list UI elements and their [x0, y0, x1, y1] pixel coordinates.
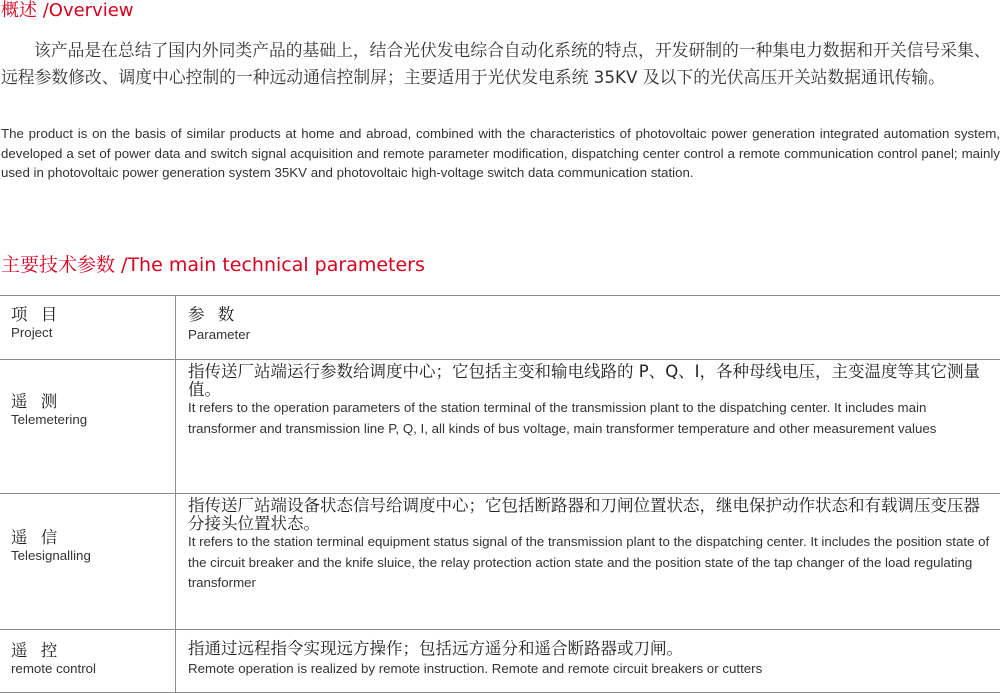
row-description-cell [176, 494, 1000, 630]
table-row-telesignalling [0, 494, 1000, 630]
row-label-cell [0, 630, 176, 693]
table-row-remote-control [0, 630, 1000, 693]
row-description-cell [176, 360, 1000, 494]
overview-chinese-text: 该产品是在总结了国内外同类产品的基础上，结合光伏发电综合自动化系统的特点，开发研制的一种集电力数据和开关信号采集、远程参数修改、调度中心控制的一种远动通信控制屏；主要适用于光伏发电系统 35KV 及以下的光伏高压开关站数据通讯传输。 [1, 37, 1000, 91]
header-project-cell [0, 296, 176, 360]
row-description-cn: 指通过远程指令实现远方操作；包括远方遥分和遥合断路器或刀闸。 [188, 640, 996, 658]
header-parameter-en: Parameter [188, 324, 996, 345]
header-parameter-cell [176, 296, 1000, 360]
row-label-en: remote control [11, 659, 175, 678]
table-row-telemetering [0, 360, 1000, 494]
row-description-en: It refers to the operation parameters of the station terminal of the transmission plant to the dispatching center. It includes main transformer and transmission line P, Q, I, all kinds of bus voltage, main transformer temperature and other measurement values [188, 398, 996, 439]
row-label-cn: 遥 控 [11, 642, 175, 659]
row-description-en: Remote operation is realized by remote instruction. Remote and remote circuit breakers or cutters [188, 658, 996, 679]
header-project-cn: 项 目 [11, 306, 175, 323]
header-parameter-cn: 参 数 [188, 306, 996, 324]
overview-english-text: The product is on the basis of similar products at home and abroad, combined with the characteristics of photovoltaic power generation integrated automation system, developed a set of power data and switch signal acquisition and remote parameter modification, dispatching center control a remote communication control panel; mainly used in photovoltaic power generation system 35KV and photovoltaic high-voltage switch data communication station. [1, 124, 1000, 183]
row-description-cn: 指传送厂站端运行参数给调度中心；它包括主变和输电线路的 P、Q、I，各种母线电压，主变温度等其它测量值。 [188, 363, 996, 398]
overview-title: 概述 /Overview [1, 0, 134, 22]
row-description-cn: 指传送厂站端设备状态信号给调度中心；它包括断路器和刀闸位置状态，继电保护动作状态和有载调压变压器分接头位置状态。 [188, 497, 996, 532]
technical-parameters-title: 主要技术参数 /The main technical parameters [1, 254, 425, 276]
header-project-en: Project [11, 323, 175, 342]
row-label-cell [0, 360, 176, 494]
row-label-en: Telesignalling [11, 546, 175, 565]
row-label-cell [0, 494, 176, 630]
row-label-en: Telemetering [11, 410, 175, 429]
row-description-en: It refers to the station terminal equipment status signal of the transmission plant to the dispatching center. It includes the position state of the circuit breaker and the knife sluice, the relay protection action state and the position state of the tap changer of the load regulating transformer [188, 532, 996, 594]
row-label-cn: 遥 信 [11, 529, 175, 546]
row-description-cell [176, 630, 1000, 693]
table-header-row [0, 296, 1000, 360]
row-label-cn: 遥 测 [11, 393, 175, 410]
technical-parameters-table [0, 295, 1000, 693]
